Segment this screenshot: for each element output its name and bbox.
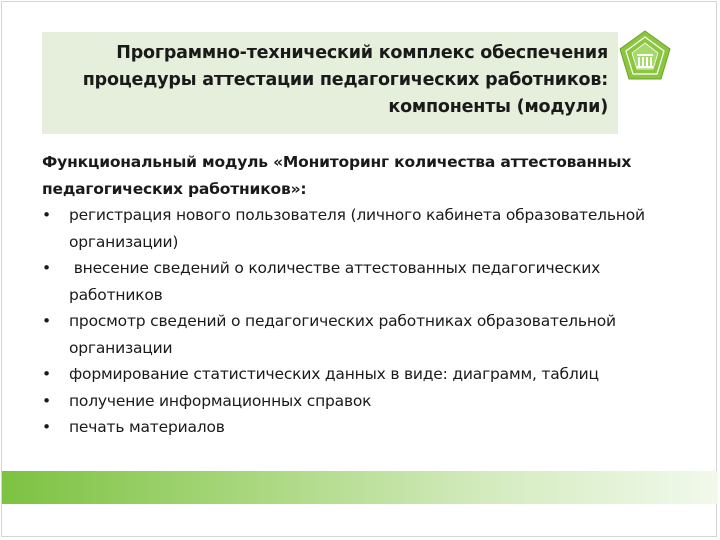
title-line-2: процедуры аттестации педагогических работников:	[82, 70, 608, 90]
title-line-1: Программно-технический комплекс обеспечения	[116, 43, 608, 63]
bullet-icon: •	[42, 391, 51, 410]
list-item-line-1: формирование статистических данных в виде: диаграмм, таблиц	[69, 365, 599, 383]
list-item-line-2: организации	[69, 338, 173, 357]
list-item	[42, 308, 702, 361]
bullet-icon: •	[42, 418, 51, 436]
list-item	[42, 361, 702, 388]
list-item	[42, 388, 702, 415]
bullet-icon: •	[42, 365, 51, 383]
bullet-list	[42, 202, 702, 441]
title-box	[42, 32, 618, 134]
list-item	[42, 202, 702, 255]
page-title	[48, 40, 608, 121]
content-body	[42, 149, 702, 441]
logo-icon	[617, 28, 673, 84]
module-title	[42, 149, 702, 202]
module-title-line-2: педагогических работников»:	[42, 179, 307, 198]
bullet-icon: •	[42, 259, 51, 277]
list-item-line-1: печать материалов	[69, 418, 225, 436]
list-item-line-1: регистрация нового пользователя (личного кабинета образовательной	[69, 206, 645, 224]
footer-gradient-bar	[2, 471, 718, 504]
bullet-icon: •	[42, 312, 51, 330]
list-item	[42, 255, 702, 308]
list-item-line-2: работников	[69, 285, 163, 304]
title-line-3: компоненты (модули)	[388, 97, 608, 117]
list-item-line-1: внесение сведений о количестве аттестованных педагогических	[69, 259, 601, 277]
list-item	[42, 414, 702, 441]
module-title-line-1: Функциональный модуль «Мониторинг количества аттестованных	[42, 153, 632, 171]
list-item-line-1: просмотр сведений о педагогических работниках образовательной	[69, 312, 616, 330]
bullet-icon: •	[42, 206, 51, 224]
list-item-line-1: получение информационных справок	[69, 391, 372, 410]
list-item-line-2: организации)	[69, 232, 179, 251]
